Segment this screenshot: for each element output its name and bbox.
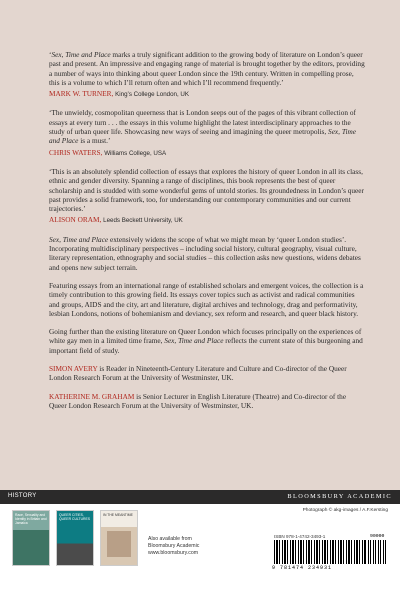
photo-credit: Photograph © akg-images / A.F.Kersting [302,508,388,513]
author-name: KATHERINE M. GRAHAM [49,391,135,401]
reviewer-institution: Leeds Beckett University, UK [103,217,183,225]
review-quote: ‘The unwieldy, cosmopolitan queerness that is London seeps out of the pages of this vibrant collection of essays at every turn . . . the essays in this volume highlight the latest interdisciplinary approaches to the study of urban queer life. Showcasing new ways of seeing and imagining the queer metropolis, Sex, Time and Place is a must.’ [49,108,357,146]
related-book-cover: Race, Sexuality and Identity in Britain and Jamaica [12,510,50,566]
book-description [49,235,365,410]
review-1 [49,50,365,99]
review-quote: ‘This is an absolutely splendid collection of essays that explores the history of queer London in all its class, ethnic and gender diversity. Spanning a range of disciplines, this book represents the best of queer scholarship and is studded with some wonderful gems of untold stories. Its groundedness in London’s queer past provides a solid framework, too, for understanding our contemporary communities and our current trajectories.’ [49,166,364,214]
category-label: HISTORY [8,493,37,499]
description-paragraph-3: Going further than the existing literature on Queer London which focuses principally on the experiences of white gay men in a limited time frame, Sex, Time and Place reflects the current state of this burgeoning and important field of study. [49,327,363,355]
review-quote: ‘Sex, Time and Place marks a truly significant addition to the growing body of literature on London’s queer past and present. An impressive and engaging range of material is brought together by the editors, providing a number of ways into thinking about queer London since the 19th century. Written in compelling prose, this is a volume to which I’ll return often and which I’ll recommend frequently.’ [49,50,365,87]
back-cover-content [49,50,365,419]
publisher-name: BLOOMSBURY ACADEMIC [287,493,392,500]
description-paragraph-2: Featuring essays from an international range of established scholars and emergent voices, the collection is a timely contribution to this growing field. Its essays cover topics such as activist and radical communities and groups, AIDS and the city, art and literature, digital archives and technology, drag and performativity, lesbian Londons, notions of bohemianism and deviancy, sex reform and research, and queer black history. [49,280,364,318]
related-book-cover: QUEER CITIES, QUEER CULTURES [56,510,94,566]
also-available [148,536,199,557]
footer-panel [0,504,400,600]
barcode-digits: 9 781474 234931 [272,565,333,571]
author-bio-1: SIMON AVERY is Reader in Nineteenth-Century Literature and Culture and Co-director of the Queer London Research Forum at the University of Westminster, UK. [49,364,347,383]
reviewer-name: CHRIS WATERS, [49,147,103,157]
description-paragraph-1: Sex, Time and Place extensively widens the scope of what we might mean by ‘queer London studies’. Incorporating multidisciplinary perspectives – including social history, cultural geography, visual culture, literary representation, ethnography and social studies – this collection asks new questions, widens debates and opens new subject terrain. [49,234,361,272]
reviewer-name: ALISON ORAM, [49,215,102,225]
review-3 [49,167,365,226]
related-book-cover: IN THE MEANTIME [100,510,138,566]
footer-strip [0,490,400,504]
also-available-line-1: Also available from [148,536,192,542]
reviewer-institution: King’s College London, UK [115,91,190,99]
review-attribution [49,89,365,99]
barcode [274,540,366,564]
review-2 [49,108,365,157]
reviewer-name: MARK W. TURNER, [49,89,114,99]
publisher-website: www.bloomsbury.com [148,550,199,556]
barcode-addon [368,540,388,564]
reviewer-institution: Williams College, USA [104,149,167,157]
barcode-addon-digits: 90000 [370,534,385,539]
cover-footer [0,490,400,600]
author-name: SIMON AVERY [49,364,98,374]
review-attribution [49,148,365,158]
isbn: ISBN 978-1-4742-3493-1 [274,534,326,539]
cover-image [107,531,131,557]
review-attribution [49,215,365,225]
author-bio-2: KATHERINE M. GRAHAM is Senior Lecturer in English Literature (Theatre) and Co-director of the Queer London Research Forum at the University of Westminster, UK. [49,391,347,410]
also-available-line-2: Bloomsbury Academic [148,543,200,549]
